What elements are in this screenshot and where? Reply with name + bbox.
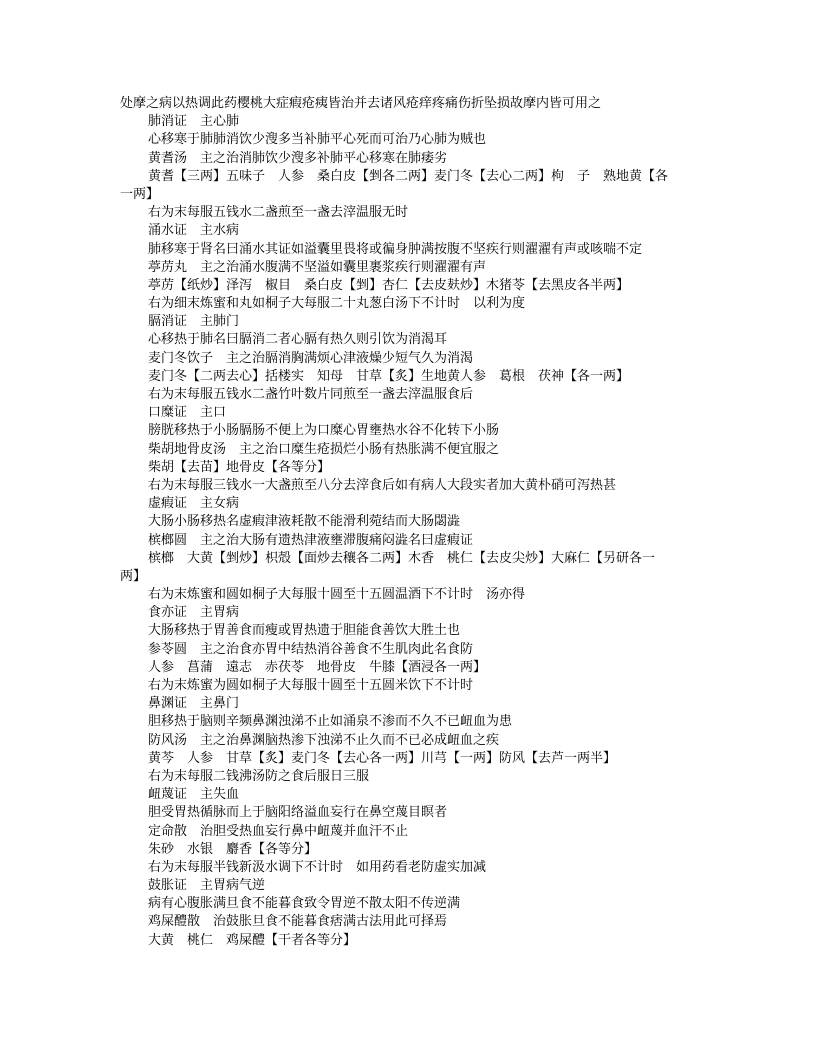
text-line: 肺消证 主心肺 [148,114,240,130]
text-line: 食亦证 主胃病 [148,605,240,621]
text-line: 大肠小肠移热名虚瘕津液耗散不能滑利菀结而大肠閟澁 [148,514,461,530]
text-line: 防风汤 主之治鼻渊脑热渗下浊涕不止久而不已必成衄血之疾 [148,732,500,748]
text-line: 麦门冬【二两去心】括楼实 知母 甘草【炙】生地黄人参 葛根 茯神【各一两】 [148,368,630,384]
text-line: 心移热于肺名曰膈消二者心膈有热久则引饮为消渴耳 [148,332,448,348]
text-line: 葶苈【纸炒】泽泻 椒目 桑白皮【剉】杏仁【去皮麸炒】木猪苓【去黑皮各半两】 [148,277,630,293]
text-line: 胆受胃热循脉而上于脑阳络溢血妄行在鼻空蔑目瞑者 [148,805,448,821]
text-line: 心移寒于肺肺消饮少溲多当补肺平心死而可治乃心肺为贼也 [148,132,487,148]
text-line: 鼓胀证 主胃病气逆 [148,878,266,894]
text-line: 一两】 [120,186,160,202]
text-line: 柴胡【去苗】地骨皮【各等分】 [148,459,331,475]
text-line: 大肠移热于胃善食而瘦或胃热遗于胆能食善饮大胜土也 [148,623,461,639]
text-line: 黄芩 人参 甘草【炙】麦门冬【去心各一两】川芎【一两】防风【去芦一两半】 [148,750,617,766]
text-line: 右为末每服五钱水二盏煎至一盏去滓温服无时 [148,205,409,221]
text-line: 胆移热于脑则辛频鼻渊浊涕不止如涌泉不渗而不久不已衄血为患 [148,714,513,730]
text-line: 衄蔑证 主失血 [148,787,240,803]
text-line: 槟榔圆 主之治大肠有遗热津液壅滞腹痛闷澁名曰虚瘕证 [148,532,474,548]
text-line: 参苓圆 主之治食亦胃中结热消谷善食不生肌肉此名食防 [148,641,474,657]
text-line: 定命散 治胆受热血妄行鼻中衄蔑并血汗不止 [148,823,409,839]
text-line: 肺移寒于肾名曰涌水其证如溢囊里畏将或徧身肿满按腹不坚疾行则濯濯有声或咳喘不定 [148,241,643,257]
text-line: 麦门冬饮子 主之治膈消胸满烦心津液燥少短气久为消渴 [148,350,474,366]
text-line: 槟榔 大黄【剉炒】枳殻【面炒去穰各二两】木香 桃仁【去皮尖炒】大麻仁【另研各一 [148,550,656,566]
text-line: 鼻渊证 主鼻门 [148,696,240,712]
text-line: 右为末每服二钱沸汤防之食后服日三服 [148,768,370,784]
text-line: 朱砂 水银 麝香【各等分】 [148,841,318,857]
text-line: 膀胱移热于小肠膈肠不便上为口糜心胃壅热水谷不化转下小肠 [148,423,500,439]
text-line: 葶苈丸 主之治涌水腹满不坚溢如囊里裹浆疾行则濯濯有声 [148,259,487,275]
text-line: 右为末每服五钱水二盏竹叶数片同煎至一盏去滓温服食后 [148,387,474,402]
text-line: 虚瘕证 主女病 [148,496,240,512]
text-line: 柴胡地骨皮汤 主之治口糜生疮损烂小肠有热胀满不便宜服之 [148,441,500,457]
text-line: 口糜证 主口 [148,405,227,421]
text-line: 右为末炼蜜和圆如桐子大每服十圆至十五圆温酒下不计时 汤亦得 [148,587,526,603]
text-line: 人参 菖蒲 遠志 赤茯苓 地骨皮 牛膝【酒浸各一两】 [148,659,487,675]
text-line: 右为末炼蜜为圆如桐子大每服十圆至十五圆米饮下不计时 [148,678,474,693]
text-line: 鸡屎醴散 治鼓胀旦食不能暮食痞满古法用此可择焉 [148,914,448,930]
text-line: 右为细末炼蜜和丸如桐子大每服二十丸葱白汤下不计时 以利为度 [148,296,526,312]
text-line: 两】 [120,568,147,584]
text-line: 黄耆【三两】五味子 人参 桑白皮【剉各二两】麦门冬【去心二两】枸 子 熟地黄【各 [148,168,669,184]
text-line: 黄耆汤 主之治消肺饮少溲多补肺平心移寒在肺痿劣 [148,150,448,166]
text-line: 右为末每服三钱水一大盏煎至八分去滓食后如有病人大段实者加大黄朴硝可泻热甚 [148,477,617,493]
text-line: 大黄 桃仁 鸡屎醴【干者各等分】 [148,932,357,948]
text-line: 涌水证 主水病 [148,223,240,239]
document-text-body [120,95,720,950]
text-line: 病有心腹胀满旦食不能暮食致令胃逆不散太阳不传逆满 [148,896,461,912]
text-line: 右为末每服半钱新汲水调下不计时 如用药看老防虚实加减 [148,859,487,875]
text-line: 处摩之病以热调此药樱桃大症瘕疮痍皆治并去诸风疮痒疼痛伤折坠损故摩内皆可用之 [120,96,602,111]
text-line: 膈消证 主肺门 [148,314,240,330]
